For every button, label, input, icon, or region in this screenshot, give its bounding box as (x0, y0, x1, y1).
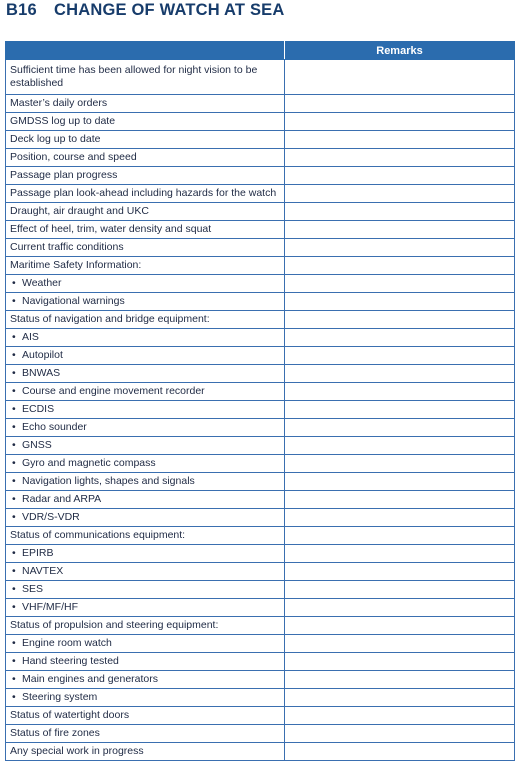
remarks-cell[interactable] (285, 275, 515, 293)
table-row (6, 455, 515, 473)
checklist-item-label: Sufficient time has been allowed for night vision to be established (10, 64, 258, 89)
bullet-icon: • (12, 565, 16, 577)
table-row (6, 545, 515, 563)
table-row (6, 509, 515, 527)
table-row (6, 689, 515, 707)
checklist-item (6, 131, 285, 149)
checklist-item (6, 743, 285, 761)
remarks-cell[interactable] (285, 221, 515, 239)
table-row (6, 257, 515, 275)
bullet-icon: • (12, 403, 16, 415)
table-row (6, 437, 515, 455)
checklist-item-label: Steering system (22, 691, 98, 703)
checklist-item-label: Position, course and speed (10, 151, 137, 163)
remarks-cell[interactable] (285, 743, 515, 761)
remarks-cell[interactable] (285, 545, 515, 563)
table-row (6, 167, 515, 185)
table-row (6, 473, 515, 491)
checklist-item-label: Gyro and magnetic compass (22, 457, 156, 469)
checklist-item-label: Passage plan progress (10, 169, 118, 181)
table-row (6, 599, 515, 617)
table-row (6, 725, 515, 743)
bullet-icon: • (12, 367, 16, 379)
table-row (6, 743, 515, 761)
table-header-row (6, 42, 515, 60)
checklist-item-label: Passage plan look-ahead including hazards for the watch (10, 187, 277, 199)
checklist-item-label: ECDIS (22, 403, 55, 415)
table-row (6, 617, 515, 635)
checklist-item-label: Maritime Safety Information: (10, 259, 142, 271)
checklist-item (6, 671, 285, 689)
bullet-icon: • (12, 493, 16, 505)
checklist-item-label: Radar and ARPA (22, 493, 102, 505)
table-row (6, 311, 515, 329)
remarks-cell[interactable] (285, 95, 515, 113)
bullet-icon: • (12, 349, 16, 361)
checklist-item (6, 437, 285, 455)
remarks-cell[interactable] (285, 329, 515, 347)
checklist-item-label: Echo sounder (22, 421, 87, 433)
checklist-item (6, 509, 285, 527)
section-code: B16 (6, 0, 37, 19)
checklist-item (6, 239, 285, 257)
checklist-item-label: Status of navigation and bridge equipment: (10, 313, 210, 325)
checklist-item (6, 365, 285, 383)
table-row (6, 203, 515, 221)
checklist-item (6, 329, 285, 347)
checklist-item (6, 581, 285, 599)
checklist-item-label: Status of watertight doors (10, 709, 130, 721)
table-row (6, 491, 515, 509)
checklist-item (6, 563, 285, 581)
table-row (6, 131, 515, 149)
bullet-icon: • (12, 601, 16, 613)
checklist-item-label: EPIRB (22, 547, 54, 559)
remarks-cell[interactable] (285, 617, 515, 635)
remarks-cell[interactable] (285, 347, 515, 365)
remarks-cell[interactable] (285, 653, 515, 671)
checklist-item-label: NAVTEX (22, 565, 64, 577)
bullet-icon: • (12, 511, 16, 523)
bullet-icon: • (12, 385, 16, 397)
remarks-cell[interactable] (285, 239, 515, 257)
checklist-item (6, 203, 285, 221)
remarks-cell[interactable] (285, 401, 515, 419)
remarks-cell[interactable] (285, 455, 515, 473)
table-row (6, 581, 515, 599)
remarks-cell[interactable] (285, 185, 515, 203)
table-row (6, 347, 515, 365)
table-row (6, 563, 515, 581)
table-row (6, 95, 515, 113)
page-heading (6, 1, 285, 19)
checklist-item (6, 383, 285, 401)
checklist-item (6, 275, 285, 293)
checklist-item-label: Status of communications equipment: (10, 529, 186, 541)
remarks-cell[interactable] (285, 383, 515, 401)
checklist-item-label: GNSS (22, 439, 52, 451)
checklist-item (6, 419, 285, 437)
checklist-item (6, 473, 285, 491)
checklist-item-label: AIS (22, 331, 39, 343)
table-row (6, 365, 515, 383)
checklist-item-label: Any special work in progress (10, 745, 144, 757)
remarks-cell[interactable] (285, 635, 515, 653)
checklist-item (6, 221, 285, 239)
remarks-cell[interactable] (285, 365, 515, 383)
bullet-icon: • (12, 691, 16, 703)
table-row (6, 401, 515, 419)
checklist-item-label: Main engines and generators (22, 673, 159, 685)
checklist-item-label: Engine room watch (22, 637, 112, 649)
checklist-item (6, 311, 285, 329)
table-row (6, 275, 515, 293)
checklist-item (6, 185, 285, 203)
table-row (6, 671, 515, 689)
checklist-item (6, 60, 285, 95)
remarks-cell[interactable] (285, 599, 515, 617)
table-row (6, 653, 515, 671)
checklist-item-label: Status of propulsion and steering equipment: (10, 619, 219, 631)
remarks-cell[interactable] (285, 527, 515, 545)
bullet-icon: • (12, 583, 16, 595)
checklist-item-label: Effect of heel, trim, water density and squat (10, 223, 212, 235)
remarks-cell[interactable] (285, 689, 515, 707)
bullet-icon: • (12, 421, 16, 433)
bullet-icon: • (12, 295, 16, 307)
remarks-column-header: Remarks (285, 42, 515, 60)
checklist-item (6, 347, 285, 365)
bullet-icon: • (12, 655, 16, 667)
checklist-item-label: Hand steering tested (22, 655, 119, 667)
checklist-item (6, 293, 285, 311)
table-row (6, 185, 515, 203)
checklist-item-label: GMDSS log up to date (10, 115, 116, 127)
checklist-body (6, 60, 515, 761)
bullet-icon: • (12, 475, 16, 487)
table-row (6, 293, 515, 311)
table-row (6, 60, 515, 95)
table-row (6, 329, 515, 347)
page-title: CHANGE OF WATCH AT SEA (54, 0, 285, 19)
table-row (6, 221, 515, 239)
bullet-icon: • (12, 457, 16, 469)
bullet-icon: • (12, 673, 16, 685)
checklist-item (6, 113, 285, 131)
checklist-item (6, 95, 285, 113)
remarks-cell[interactable] (285, 149, 515, 167)
checklist-item (6, 653, 285, 671)
remarks-cell[interactable] (285, 167, 515, 185)
remarks-cell[interactable] (285, 491, 515, 509)
checklist-item-label: Current traffic conditions (10, 241, 124, 253)
checklist-item (6, 707, 285, 725)
checklist-item (6, 167, 285, 185)
bullet-icon: • (12, 439, 16, 451)
bullet-icon: • (12, 637, 16, 649)
remarks-cell[interactable] (285, 419, 515, 437)
checklist-item (6, 725, 285, 743)
remarks-cell[interactable] (285, 725, 515, 743)
remarks-cell[interactable] (285, 707, 515, 725)
checklist-item-label: Master’s daily orders (10, 97, 108, 109)
checklist-item-label: Navigational warnings (22, 295, 125, 307)
checklist-item-label: Status of fire zones (10, 727, 100, 739)
remarks-cell[interactable] (285, 437, 515, 455)
checklist-item-label: Navigation lights, shapes and signals (22, 475, 195, 487)
table-row (6, 707, 515, 725)
checklist-item-label: BNWAS (22, 367, 61, 379)
table-row (6, 113, 515, 131)
remarks-cell[interactable] (285, 113, 515, 131)
bullet-icon: • (12, 547, 16, 559)
remarks-cell[interactable] (285, 257, 515, 275)
checklist-item (6, 635, 285, 653)
table-row (6, 527, 515, 545)
table-row (6, 149, 515, 167)
remarks-cell[interactable] (285, 60, 515, 95)
checklist-item (6, 401, 285, 419)
table-row (6, 635, 515, 653)
checklist-item-label: Deck log up to date (10, 133, 101, 145)
remarks-cell[interactable] (285, 671, 515, 689)
checklist-item-label: VDR/S-VDR (22, 511, 80, 523)
checklist-item (6, 527, 285, 545)
remarks-cell[interactable] (285, 563, 515, 581)
checklist-item (6, 257, 285, 275)
remarks-cell[interactable] (285, 203, 515, 221)
remarks-cell[interactable] (285, 581, 515, 599)
table-row (6, 383, 515, 401)
table-row (6, 239, 515, 257)
checklist-item (6, 455, 285, 473)
checklist-item (6, 617, 285, 635)
bullet-icon: • (12, 277, 16, 289)
bullet-icon: • (12, 331, 16, 343)
checklist-item-label: VHF/MF/HF (22, 601, 78, 613)
checklist-item (6, 149, 285, 167)
checklist-item-label: SES (22, 583, 44, 595)
checklist-item-label: Course and engine movement recorder (22, 385, 205, 397)
table-row (6, 419, 515, 437)
checklist-item (6, 545, 285, 563)
remarks-cell[interactable] (285, 473, 515, 491)
checklist-item-label: Draught, air draught and UKC (10, 205, 149, 217)
checklist-item (6, 491, 285, 509)
checklist-table (5, 41, 515, 761)
remarks-cell[interactable] (285, 509, 515, 527)
remarks-cell[interactable] (285, 311, 515, 329)
checklist-item-label: Weather (22, 277, 62, 289)
remarks-cell[interactable] (285, 293, 515, 311)
checklist-item-label: Autopilot (22, 349, 63, 361)
remarks-cell[interactable] (285, 131, 515, 149)
checklist-item (6, 599, 285, 617)
checklist-item (6, 689, 285, 707)
item-column-header (6, 42, 285, 60)
